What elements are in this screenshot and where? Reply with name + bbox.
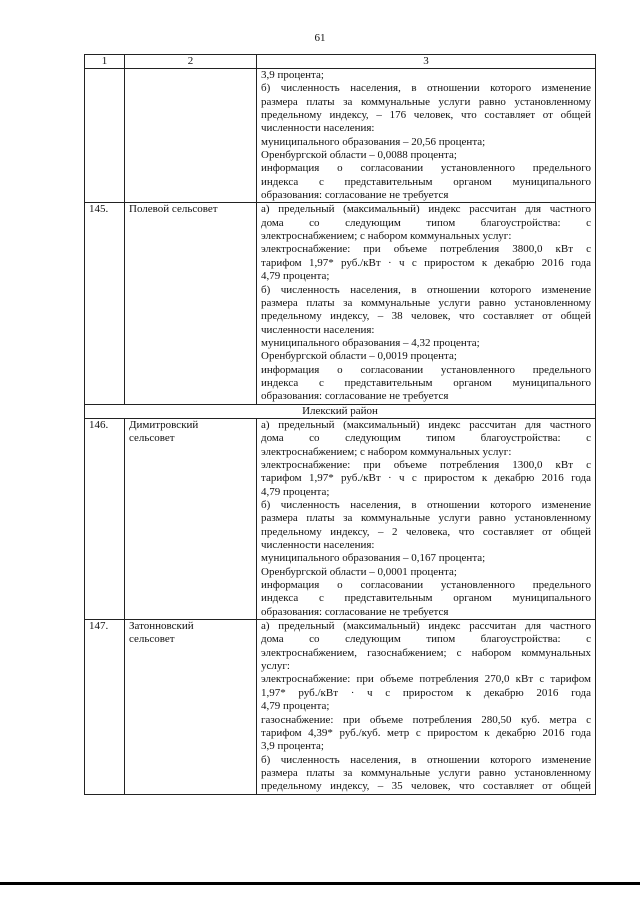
row-content-cell [257,203,596,404]
table-row-continuation [85,69,596,203]
content-line: муниципального образования – 4,32 процента; [261,336,480,349]
tariff-index-table [84,54,596,795]
content-line: информация о согласовании установленного предельного [261,579,591,592]
content-line: 1,97* руб./кВт · ч с приростом к декабрю 2016 года [261,686,591,699]
municipality-name-line: сельсовет [129,432,175,445]
content-line: предельному индексу, – 38 человек, что составляет от общей [261,310,591,323]
column-header-1: 1 [85,55,125,69]
content-line: муниципального образования – 20,56 процента; [261,135,486,148]
content-line: предельному индексу, – 2 человека, что составляет от общей [261,525,591,538]
municipality-name [125,620,257,794]
content-line: услуг: [261,660,290,673]
content-line: а) предельный (максимальный) индекс рассчитан для частного [261,203,591,216]
municipality-name: Полевой сельсовет [125,203,257,404]
content-line: информация о согласовании установленного предельного [261,363,591,376]
content-line: индекса с представительным органом муниципального [261,376,591,389]
content-line: информация о согласовании установленного предельного [261,162,591,175]
content-line: образования: согласование не требуется [261,189,449,202]
content-line: образования: согласование не требуется [261,605,449,618]
content-line: б) численность населения, в отношении которого изменение [261,283,591,296]
content-line: 4,79 процента; [261,700,330,713]
row-content-cell [257,620,596,794]
content-line: 4,79 процента; [261,485,330,498]
content-line: дома со следующим типом благоустройства: с [261,216,591,229]
table-row-145 [85,203,596,404]
content-line: а) предельный (максимальный) индекс рассчитан для частного [261,620,591,633]
row-name-cell [125,69,257,203]
row-number: 147. [85,620,125,794]
page-number: 61 [314,32,326,44]
row-content-cell [257,69,596,203]
content-line: электроснабжение: при объеме потребления 3800,0 кВт с [261,243,591,256]
content-line: муниципального образования – 0,167 процента; [261,552,486,565]
bottom-page-rule [0,882,640,885]
content-line: Оренбургской области – 0,0088 процента; [261,149,457,162]
content-line: Оренбургской области – 0,0019 процента; [261,350,457,363]
column-header-2: 2 [125,55,257,69]
content-line: индекса с представительным органом муниципального [261,175,591,188]
content-line: б) численность населения, в отношении которого изменение [261,753,591,766]
municipality-name-line: Затонновский [129,620,194,633]
content-line: 3,9 процента; [261,740,324,753]
district-heading: Илекский район [85,404,596,418]
content-line: б) численность населения, в отношении которого изменение [261,499,591,511]
row-number: 146. [85,418,125,619]
content-line: дома со следующим типом благоустройства: с [261,633,591,646]
content-line: размера платы за коммунальные услуги равно установленному [261,766,591,779]
content-line: б) численность населения, в отношении которого изменение [261,82,591,95]
content-line: электроснабжением; с набором коммунальных услуг: [261,230,512,243]
content-line: Оренбургской области – 0,0001 процента; [261,565,457,578]
content-line: электроснабжение: при объеме потребления 1300,0 кВт с [261,458,591,471]
content-line: численности населения: [261,122,375,135]
content-line: электроснабжение: при объеме потребления 270,0 кВт с тарифом [261,673,591,686]
table-row-146 [85,418,596,619]
row-content-cell [257,418,596,619]
content-line: предельному индексу, – 35 человек, что составляет от общей [261,780,591,793]
table-row-147 [85,620,596,794]
municipality-name-line: сельсовет [129,633,175,646]
column-header-3: 3 [257,55,596,69]
content-line: дома со следующим типом благоустройства: с [261,432,591,445]
content-line: образования: согласование не требуется [261,390,449,403]
row-number: 145. [85,203,125,404]
content-line: размера платы за коммунальные услуги равно установленному [261,95,591,108]
content-line: численности населения: [261,323,375,336]
content-line: размера платы за коммунальные услуги равно установленному [261,512,591,525]
row-number-cell [85,69,125,203]
content-line: электроснабжением, газоснабжением; с набором коммунальных [261,646,591,659]
content-line: газоснабжение: при объеме потребления 280,50 куб. метра с [261,713,591,726]
content-line: размера платы за коммунальные услуги равно установленному [261,296,591,309]
content-line: тарифом 4,39* руб./куб. метр с приростом к декабрю 2016 года [261,726,591,739]
municipality-name [125,418,257,619]
content-line: а) предельный (максимальный) индекс рассчитан для частного [261,418,591,431]
content-line: тарифом 1,97* руб./кВт · ч с приростом к декабрю 2016 года [261,256,591,269]
content-line: индекса с представительным органом муниципального [261,592,591,605]
content-line: 4,79 процента; [261,270,330,283]
content-line: численности населения: [261,539,375,552]
table-header-row [85,55,596,69]
content-line: электроснабжением; с набором коммунальных услуг: [261,445,512,458]
content-line: предельному индексу, – 176 человек, что составляет от общей [261,109,591,122]
content-line: тарифом 1,97* руб./кВт · ч с приростом к декабрю 2016 года [261,472,591,485]
district-row [85,404,596,418]
content-line: 3,9 процента; [261,69,324,81]
municipality-name-line: Димитровский [129,418,199,431]
